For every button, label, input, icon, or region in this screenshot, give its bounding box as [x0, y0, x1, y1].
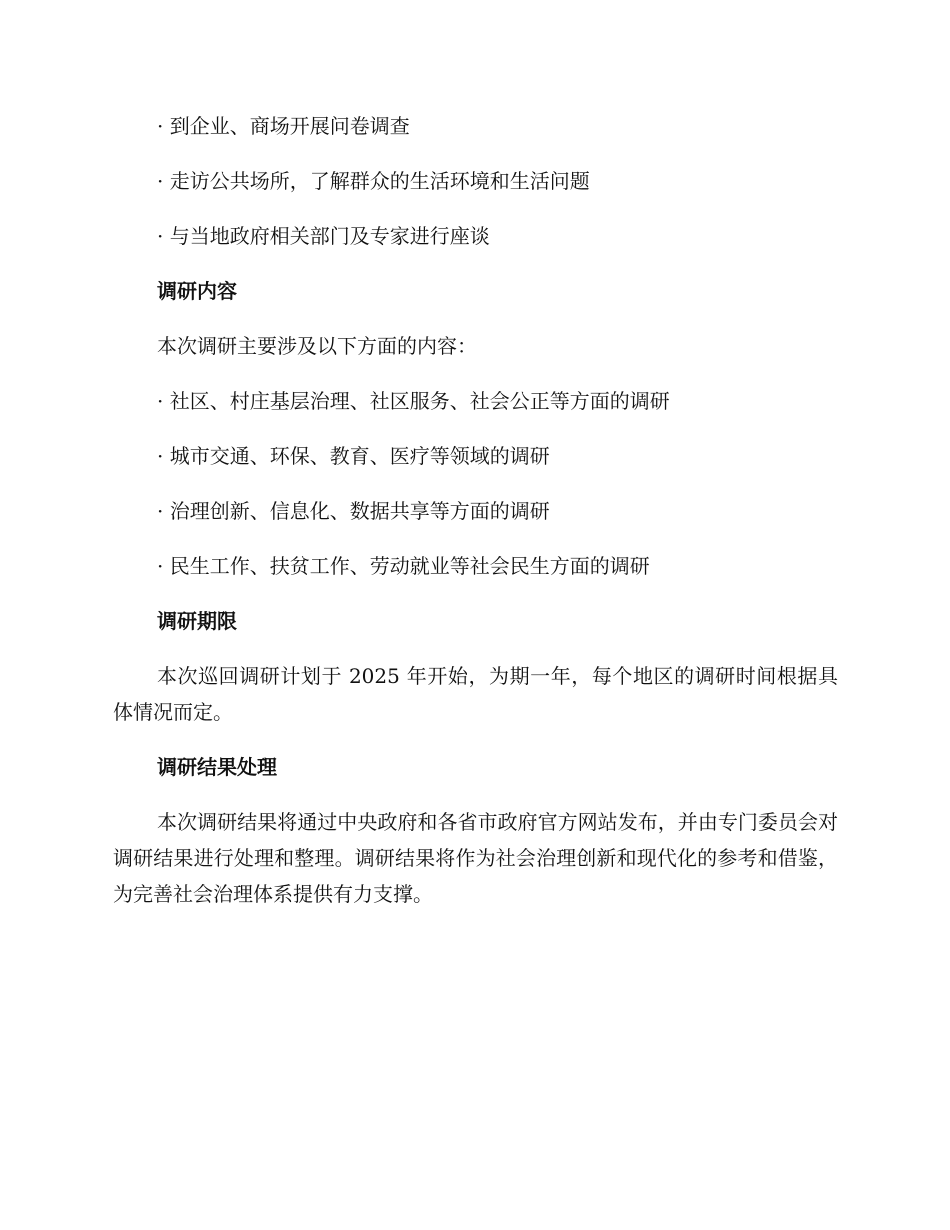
method-item: · 到企业、商场开展问卷调查 — [157, 114, 410, 138]
method-item: · 走访公共场所，了解群众的生活环境和生活问题 — [157, 169, 590, 193]
section-intro: 本次调研主要涉及以下方面的内容： — [157, 334, 477, 358]
content-item: · 治理创新、信息化、数据共享等方面的调研 — [157, 499, 550, 523]
content-item: · 民生工作、扶贫工作、劳动就业等社会民生方面的调研 — [157, 554, 650, 578]
section-heading-period: 调研期限 — [157, 609, 237, 633]
content-item: · 城市交通、环保、教育、医疗等领域的调研 — [157, 444, 550, 468]
period-paragraph: 本次巡回调研计划于 2025 年开始，为期一年，每个地区的调研时间根据具体情况而定。 — [113, 664, 838, 724]
document-body — [113, 108, 838, 931]
section-heading-results: 调研结果处理 — [157, 755, 277, 779]
results-paragraph: 本次调研结果将通过中央政府和各省市政府官方网站发布，并由专门委员会对调研结果进行处理和整理。调研结果将作为社会治理创新和现代化的参考和借鉴，为完善社会治理体系提供有力支撑。 — [113, 810, 838, 906]
method-item: · 与当地政府相关部门及专家进行座谈 — [157, 224, 490, 248]
section-heading-content: 调研内容 — [157, 279, 237, 303]
content-item: · 社区、村庄基层治理、社区服务、社会公正等方面的调研 — [157, 389, 670, 413]
